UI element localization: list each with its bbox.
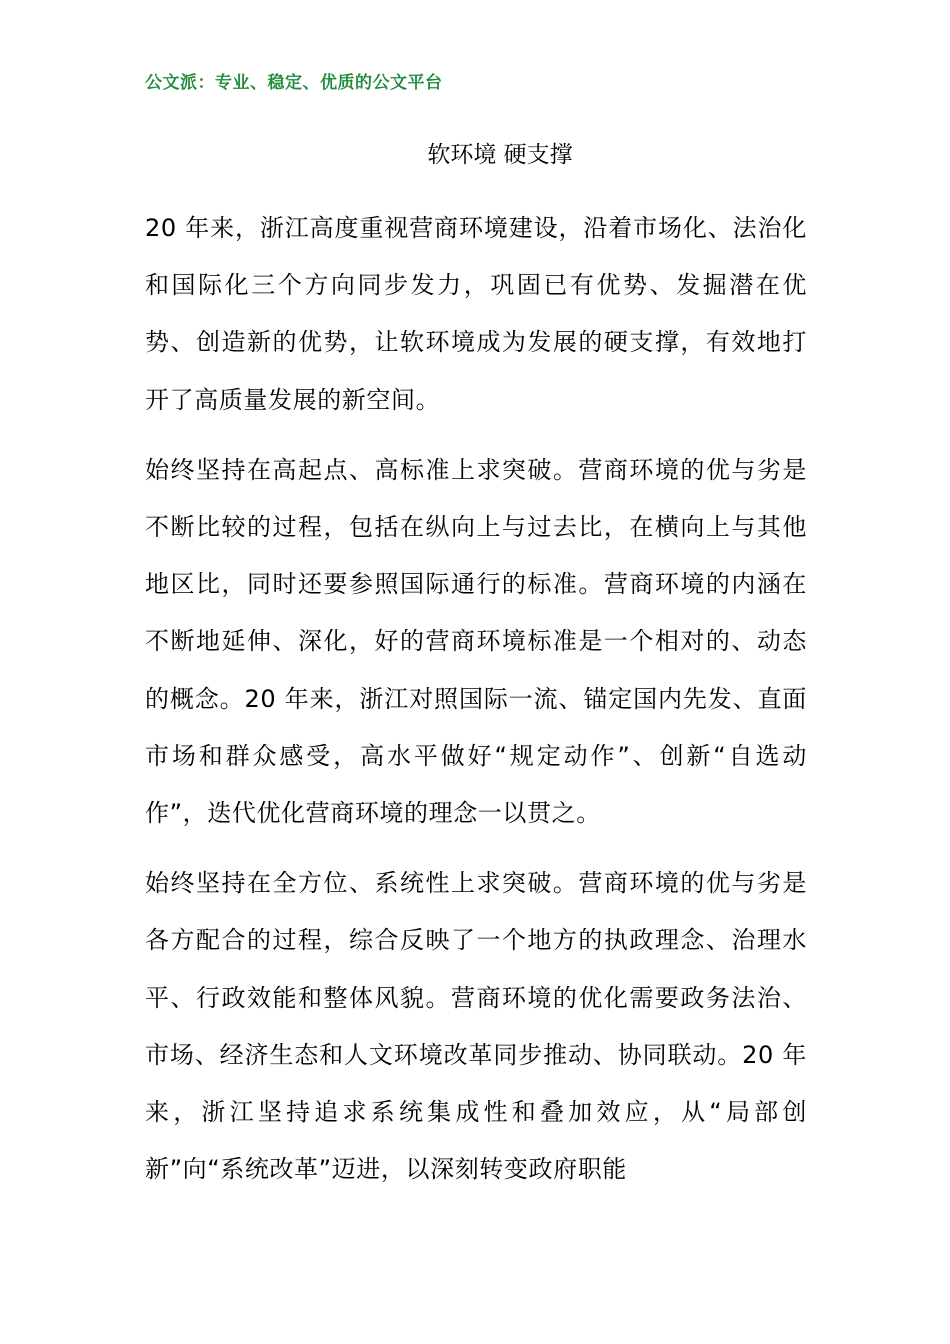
paragraph: 始终坚持在高起点、高标准上求突破。营商环境的优与劣是不断比较的过程，包括在纵向上与过去比，在横向上与其他地区比，同时还要参照国际通行的标准。营商环境的内涵在不断地延伸、深化，好的营商环境标准是一个相对的、动态的概念。20 年来，浙江对照国际一流、锚定国内先发、直面市场和群众感受，高水平做好“规定动作”、创新“自选动作”，迭代优化营商环境的理念一以贯之。 bbox=[145, 455, 807, 828]
document-body bbox=[145, 200, 807, 1211]
header-brand-text: 公文派：专业、稳定、优质的公文平台 bbox=[145, 73, 443, 93]
document-title: 软环境 硬支撑 bbox=[427, 142, 573, 168]
paragraph: 始终坚持在全方位、系统性上求突破。营商环境的优与劣是各方配合的过程，综合反映了一个地方的执政理念、治理水平、行政效能和整体风貌。营商环境的优化需要政务法治、市场、经济生态和人文环境改革同步推动、协同联动。20 年来，浙江坚持追求系统集成性和叠加效应，从“局部创新”向“系统改革”迈进，以深刻转变政府职能 bbox=[145, 869, 807, 1184]
paragraph: 20 年来，浙江高度重视营商环境建设，沿着市场化、法治化和国际化三个方向同步发力，巩固已有优势、发掘潜在优势、创造新的优势，让软环境成为发展的硬支撑，有效地打开了高质量发展的新空间。 bbox=[145, 214, 807, 414]
